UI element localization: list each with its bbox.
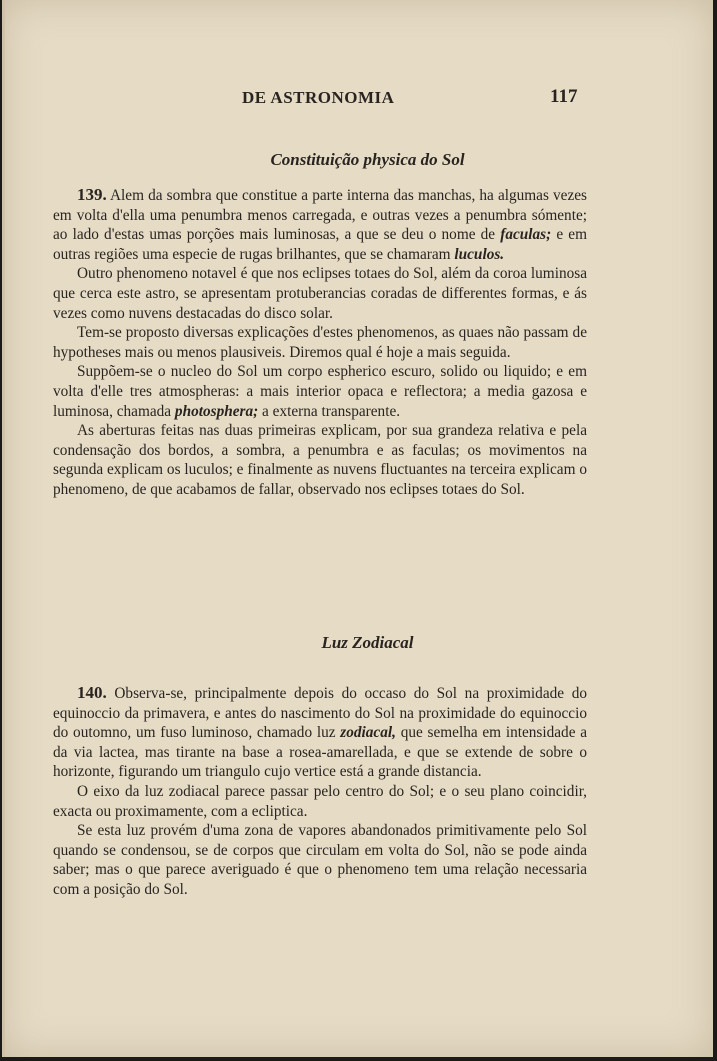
italic-term: zodiacal, — [340, 724, 396, 742]
text-run: e em outras regiões uma especie de rugas brilhantes, que se chamaram — [53, 226, 587, 263]
paragraph — [53, 683, 587, 782]
book-page — [2, 0, 713, 1057]
text-run: Se esta luz provém d'uma zona de vapores abandonados primitivamente pelo Sol quando se condensou, se de corpos que circulam em volta do Sol, não se pode ainda saber; mas o que parece averiguado é que o phenomeno tem uma relação necessaria com a posição do Sol. — [53, 822, 587, 898]
running-head: DE ASTRONOMIA — [242, 88, 395, 107]
page-number: 117 — [550, 86, 578, 107]
paragraph — [53, 185, 587, 264]
paragraph — [53, 782, 587, 821]
text-run: que semelha em intensidade a da via lactea, mas tirante na base a rosea-amarellada, e que se extende de sobre o horizonte, figurando um triangulo cujo vertice está a grande distancia. — [53, 724, 588, 781]
section-title-constituicao: Constituição physica do Sol — [270, 150, 465, 169]
italic-term: photosphera; — [174, 402, 259, 420]
text-run: Observa-se, principalmente depois do occaso do Sol na proximidade do equinoccio da primavera, e antes do nascimento do Sol na proximidade do equinoccio do outomno, um fuso luminoso, chamado luz — [53, 685, 587, 742]
paragraph — [53, 323, 587, 362]
italic-term: faculas; — [500, 226, 552, 244]
paragraph — [53, 821, 587, 899]
paragraph-number: 139. — [77, 185, 107, 204]
italic-term: luculos. — [454, 245, 505, 263]
paragraph — [53, 362, 587, 421]
text-run: Alem da sombra que constitue a parte interna das manchas, ha algumas vezes em volta d'ella uma penumbra menos carregada, e outras vezes a penumbra sómente; ao lado d'estas umas porções mais luminosas, a que se deu o nome de — [53, 187, 587, 244]
text-run: O eixo da luz zodiacal parece passar pelo centro do Sol; e o seu plano coincidir, exacta ou proximamente, com a ecliptica. — [53, 782, 587, 820]
section-title-luz-zodiacal: Luz Zodiacal — [321, 633, 414, 652]
paragraph-number: 140. — [77, 683, 107, 702]
text-run: Suppõem-se o nucleo do Sol um corpo espherico escuro, solido ou liquido; e em volta d'elle tres atmospheras: a mais interior opaca e reflectora; a media gazosa e luminosa, chamada — [53, 363, 587, 420]
paragraph — [53, 421, 587, 499]
text-run: Tem-se proposto diversas explicações d'estes phenomenos, as quaes não passam de hypotheses mais ou menos plausiveis. Diremos qual é hoje a mais seguida. — [53, 324, 587, 361]
section-body-constituicao — [53, 185, 587, 500]
section-body-luz-zodiacal — [53, 683, 587, 900]
text-run: Outro phenomeno notavel é que nos eclipses totaes do Sol, além da coroa luminosa que cerca este astro, se apresentam protuberancias coradas de differentes formas, e ás vezes como nuvens destacadas do disco solar. — [53, 265, 587, 322]
page-header — [2, 88, 713, 112]
paragraph — [53, 264, 587, 323]
text-run: a externa transparente. — [258, 402, 401, 420]
text-run: As aberturas feitas nas duas primeiras explicam, por sua grandeza relativa e pela condensação dos bordos, a sombra, a penumbra e as faculas; os movimentos na segunda explicam os luculos; e finalmente as nuvens fluctuantes na terceira explicam o phenomeno, de que acabamos de fallar, observado nos eclipses totaes do Sol. — [53, 422, 587, 498]
